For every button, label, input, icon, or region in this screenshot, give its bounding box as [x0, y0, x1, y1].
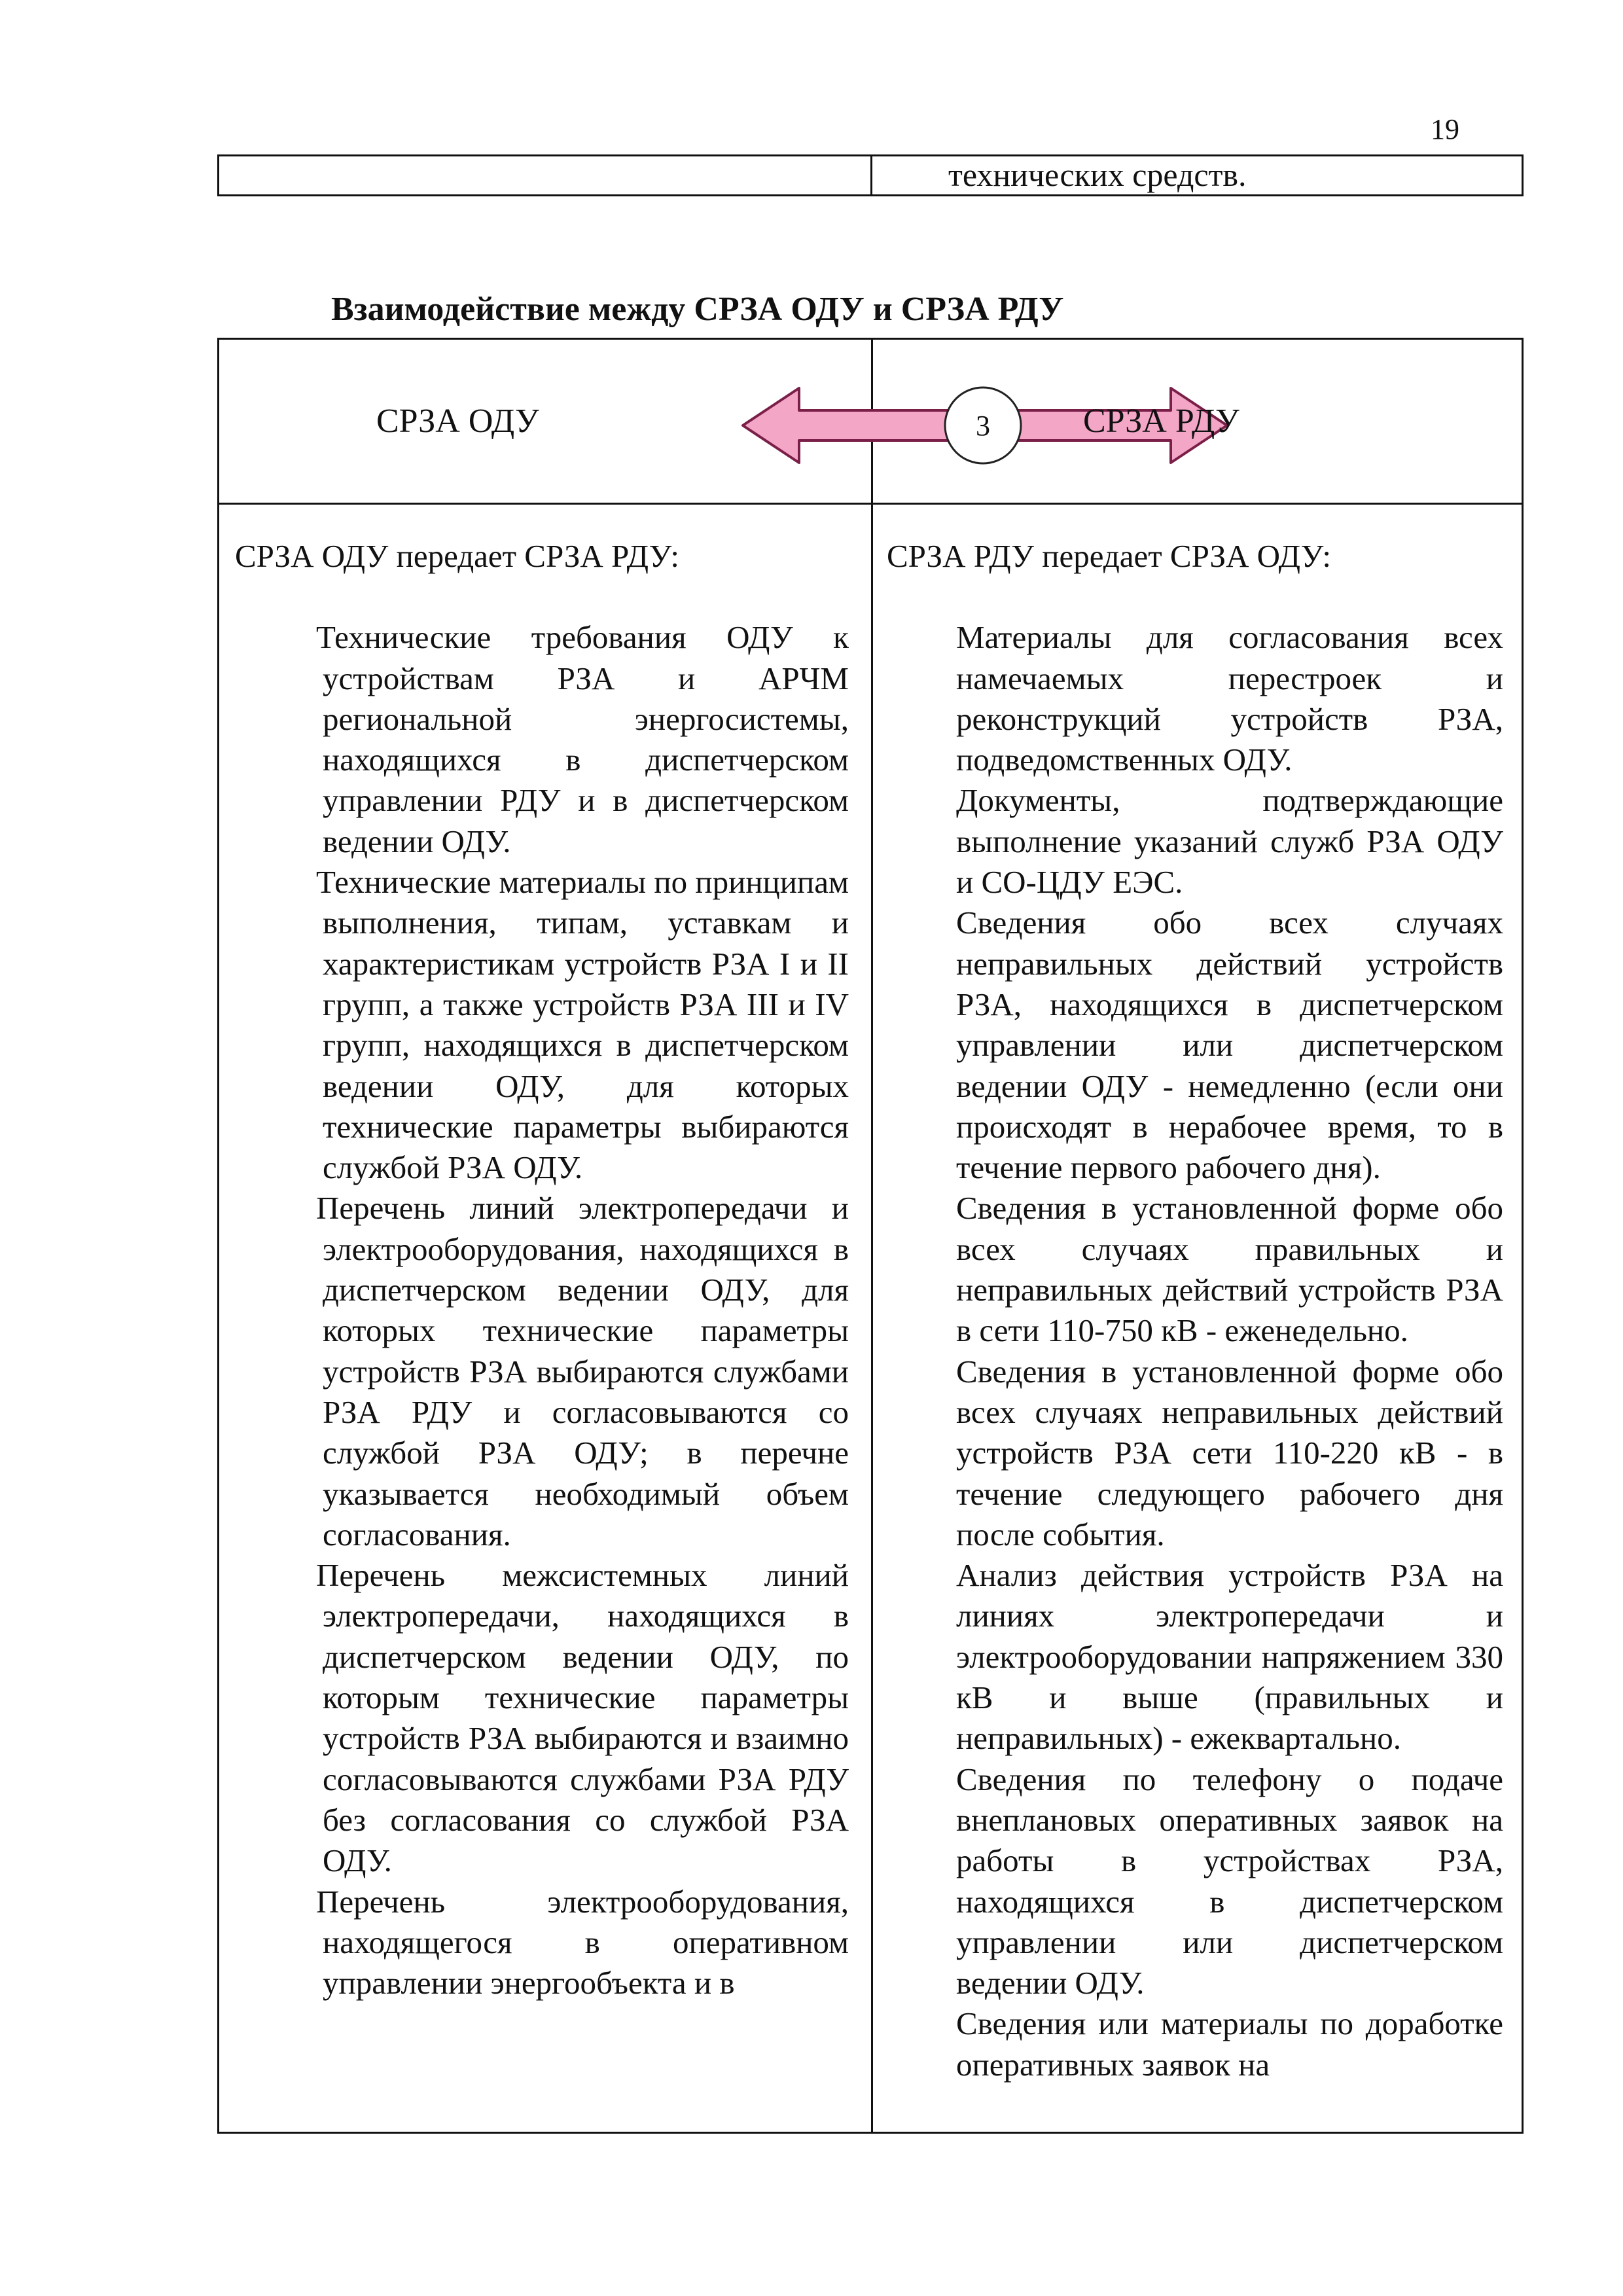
column-divider — [871, 340, 873, 2132]
right-item: Материалы для согласования всех намечаемых перестроек и реконструкций устройств РЗА, подведомственных ОДУ. — [956, 619, 1503, 778]
badge-number: 3 — [976, 410, 990, 442]
right-item: Сведения в установленной форме обо всех случаях правильных и неправильных действий устройств РЗА в сети 110-750 кВ - еженедельно. — [956, 1190, 1503, 1349]
left-item: Перечень линий электропередачи и электрооборудования, находящихся в диспетчерском ведении ОДУ, для которых технические параметры устройств РЗА выбираются службами РЗА РДУ и согласовываются со службой РЗА ОДУ; в перечне указывается необходимый объем согласования. — [316, 1190, 849, 1552]
header-left-label: СРЗА ОДУ — [376, 403, 539, 440]
left-item: Перечень электрооборудования, находящегося в оперативном управлении энергообъекта и в — [316, 1883, 849, 2001]
right-item: Сведения обо всех случаях неправильных действий устройств РЗА, находящихся в диспетчерском управлении или диспетчерском ведении ОДУ - немедленно (если они происходят в нерабочее время, то в течение первого рабочего дня). — [956, 905, 1503, 1186]
right-item: Сведения по телефону о подаче внеплановых оперативных заявок на работы в устройствах РЗА, находящихся в диспетчерском управлении или диспетчерском ведении ОДУ. — [956, 1761, 1503, 2001]
continuation-cell-right: технических средств. — [948, 156, 1247, 193]
interaction-table — [217, 338, 1524, 2134]
header-right-label: СРЗА РДУ — [1083, 403, 1240, 440]
right-item: Документы, подтверждающие выполнение указаний служб РЗА ОДУ и СО-ЦДУ ЕЭС. — [956, 782, 1503, 901]
left-item: Перечень межсистемных линий электропередачи, находящихся в диспетчерском ведении ОДУ, по которым технические параметры устройств РЗА выбираются и взаимно согласовываются службами РЗА РДУ без согласования со службой РЗА ОДУ. — [316, 1557, 849, 1879]
right-item: Сведения или материалы по доработке оперативных заявок на — [956, 2005, 1503, 2083]
left-column — [235, 536, 858, 2003]
continuation-cell-left — [219, 156, 872, 194]
left-item: Технические требования ОДУ к устройствам РЗА и АРЧМ региональной энергосистемы, находящихся в диспетчерском управлении РДУ и в диспетчерском ведении ОДУ. — [316, 619, 849, 859]
left-column-heading: СРЗА ОДУ передает СРЗА РДУ: — [235, 538, 680, 574]
right-column — [887, 536, 1508, 2085]
right-item: Сведения в установленной форме обо всех случаях неправильных действий устройств РЗА сети 110-220 кВ - в течение следующего рабочего дня после события. — [956, 1353, 1503, 1552]
right-item: Анализ действия устройств РЗА на линиях электропередачи и электрооборудовании напряжением 330 кВ и выше (правильных и неправильных) - ежеквартально. — [956, 1557, 1503, 1757]
section-title: Взаимодействие между СРЗА ОДУ и СРЗА РДУ — [331, 291, 1064, 328]
page-number: 19 — [1431, 113, 1459, 145]
continuation-table — [217, 154, 1524, 196]
right-column-heading: СРЗА РДУ передает СРЗА ОДУ: — [887, 538, 1332, 574]
left-item: Технические материалы по принципам выполнения, типам, уставкам и характеристикам устройств РЗА I и II групп, а также устройств РЗА III и IV групп, находящихся в диспетчерском ведении ОДУ, для которых технические параметры выбираются службой РЗА ОДУ. — [316, 864, 849, 1186]
header-row — [219, 340, 1522, 505]
